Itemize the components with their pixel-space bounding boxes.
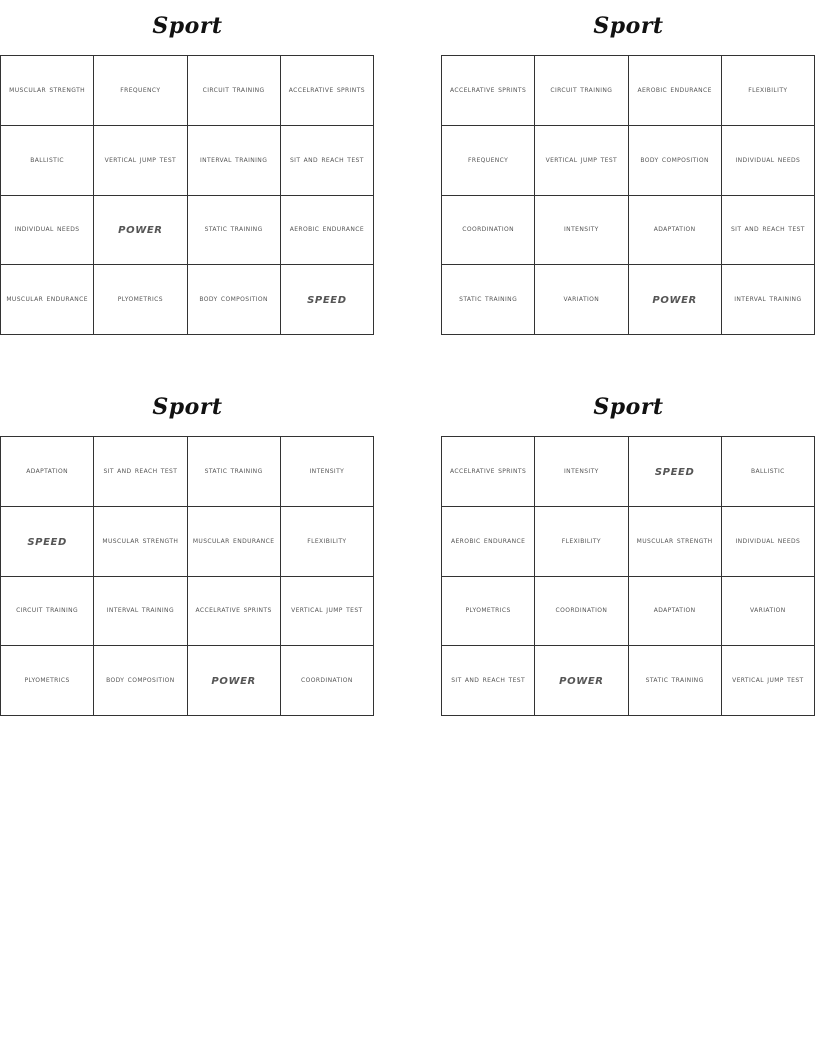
bingo-cell: sit and reach test [442, 646, 535, 716]
bingo-cell: flexibility [535, 507, 628, 577]
bingo-cell: aerobic endurance [629, 56, 722, 126]
bingo-cell: coordination [535, 577, 628, 647]
bingo-grid [441, 55, 815, 335]
bingo-cell: vertical jump test [535, 126, 628, 196]
bingo-cell: individual needs [722, 126, 815, 196]
bingo-cell: vertical jump test [281, 577, 374, 647]
bingo-cell: muscular endurance [188, 507, 281, 577]
bingo-cell: intensity [535, 437, 628, 507]
bingo-card-4 [441, 381, 816, 717]
bingo-grid [0, 55, 374, 335]
bingo-cell: muscular strength [1, 56, 94, 126]
bingo-cell: circuit training [1, 577, 94, 647]
bingo-cell: variation [722, 577, 815, 647]
bingo-cell: interval training [188, 126, 281, 196]
bingo-cell: circuit training [188, 56, 281, 126]
bingo-cell: vertical jump test [94, 126, 187, 196]
bingo-card-3 [0, 381, 375, 717]
bingo-cell: plyometrics [94, 265, 187, 335]
bingo-cell: power [94, 196, 187, 266]
bingo-cell: sit and reach test [722, 196, 815, 266]
bingo-cell: frequency [442, 126, 535, 196]
bingo-card-1 [0, 0, 375, 336]
bingo-cell: coordination [281, 646, 374, 716]
bingo-cell: muscular strength [94, 507, 187, 577]
bingo-cell: body composition [629, 126, 722, 196]
bingo-cell: muscular strength [629, 507, 722, 577]
card-title: Sport [593, 13, 664, 39]
bingo-cell: accelrative sprints [188, 577, 281, 647]
card-title: Sport [152, 394, 223, 420]
bingo-cell: adaptation [629, 577, 722, 647]
bingo-cell: circuit training [535, 56, 628, 126]
bingo-cell: aerobic endurance [281, 196, 374, 266]
bingo-cell: frequency [94, 56, 187, 126]
bingo-cell: individual needs [1, 196, 94, 266]
bingo-cell: individual needs [722, 507, 815, 577]
bingo-cell: adaptation [1, 437, 94, 507]
bingo-cell: accelrative sprints [442, 56, 535, 126]
bingo-cell: speed [1, 507, 94, 577]
bingo-cell: static training [188, 196, 281, 266]
bingo-cell: interval training [722, 265, 815, 335]
bingo-cell: adaptation [629, 196, 722, 266]
bingo-grid [441, 436, 815, 716]
bingo-cell: intensity [281, 437, 374, 507]
bingo-cell: ballistic [722, 437, 815, 507]
bingo-cell: power [535, 646, 628, 716]
bingo-cell: sit and reach test [94, 437, 187, 507]
bingo-cell: ballistic [1, 126, 94, 196]
bingo-cell: variation [535, 265, 628, 335]
bingo-cell: coordination [442, 196, 535, 266]
bingo-cell: power [629, 265, 722, 335]
bingo-cell: flexibility [281, 507, 374, 577]
bingo-grid [0, 436, 374, 716]
bingo-cell: static training [188, 437, 281, 507]
bingo-cell: sit and reach test [281, 126, 374, 196]
bingo-cell: speed [281, 265, 374, 335]
bingo-cell: accelrative sprints [442, 437, 535, 507]
bingo-cell: static training [442, 265, 535, 335]
bingo-cell: muscular endurance [1, 265, 94, 335]
bingo-cell: interval training [94, 577, 187, 647]
bingo-cell: plyometrics [1, 646, 94, 716]
bingo-cell: plyometrics [442, 577, 535, 647]
bingo-cell: power [188, 646, 281, 716]
bingo-cell: vertical jump test [722, 646, 815, 716]
bingo-cell: intensity [535, 196, 628, 266]
bingo-cell: body composition [94, 646, 187, 716]
card-title: Sport [152, 13, 223, 39]
bingo-card-2 [441, 0, 816, 336]
bingo-cell: aerobic endurance [442, 507, 535, 577]
bingo-cell: body composition [188, 265, 281, 335]
bingo-cell: static training [629, 646, 722, 716]
bingo-cell: speed [629, 437, 722, 507]
bingo-cell: flexibility [722, 56, 815, 126]
bingo-cell: accelrative sprints [281, 56, 374, 126]
card-title: Sport [593, 394, 664, 420]
